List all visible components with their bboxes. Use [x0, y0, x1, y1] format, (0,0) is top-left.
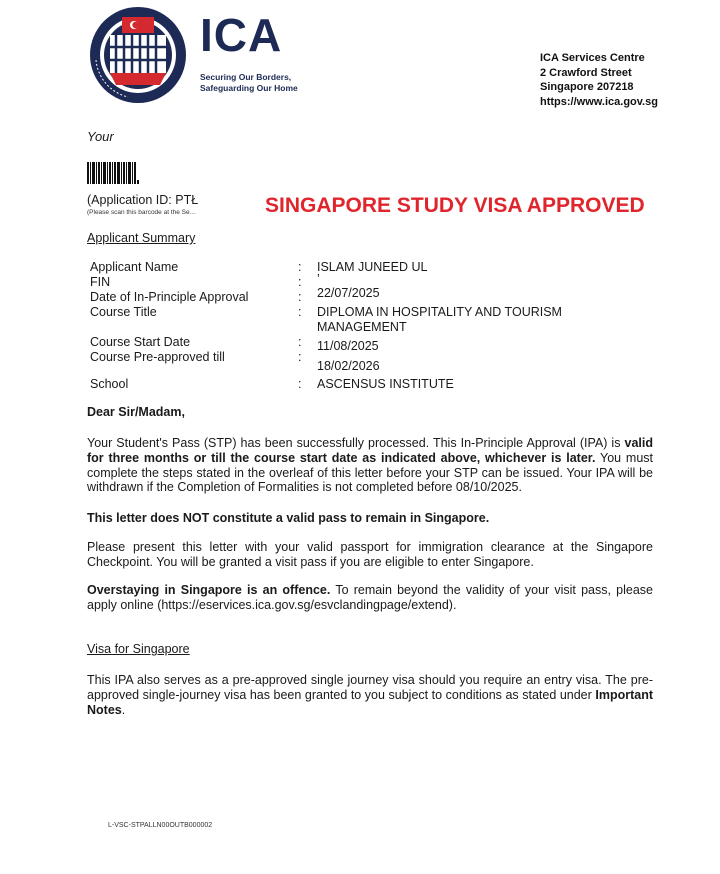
p1-text-b: You must complete the steps stated in the overleaf of this letter before your STP can be issued. Your IPA will be withdrawn if the Completion of Formalities is not completed before 08/10/2025. — [87, 450, 653, 495]
letter-paragraph-5 — [87, 673, 653, 717]
tagline-line-2: Safeguarding Our Home — [200, 83, 298, 93]
ica-logo-text: ICA — [200, 9, 283, 61]
address-line-1: ICA Services Centre — [540, 52, 645, 64]
letter-greeting: Dear Sir/Madam, — [87, 405, 185, 419]
row-label-applicant-name: Applicant Name — [90, 260, 179, 274]
row-value-ipa-date: 22/07/2025 — [317, 286, 380, 300]
tagline-line-1: Securing Our Borders, — [200, 72, 292, 82]
row-colon: : — [298, 290, 302, 304]
row-value-fin: ’ — [317, 272, 320, 286]
row-label-fin: FIN — [90, 275, 111, 289]
p4-text: To remain beyond the validity of your visit pass, please apply online (https://eservices.ica.gov.sg/esvclandingpage/extend). — [87, 583, 653, 612]
row-colon: : — [298, 377, 302, 391]
row-value-course-title: DIPLOMA IN HOSPITALITY AND TOURISM MANAGEMENT — [317, 305, 562, 334]
barcode — [87, 162, 139, 184]
row-value-pre-approved-till: 18/02/2026 — [317, 359, 380, 373]
letter-paragraph-3: Please present this letter with your valid passport for immigration clearance at the Singapore Checkpoint. You will be granted a visit pass if you are eligible to enter Singapore. — [87, 540, 653, 569]
application-id: (Application ID: PTŁ — [87, 193, 199, 207]
row-label-ipa-date: Date of In-Principle Approval — [90, 290, 249, 304]
p4-bold: Overstaying in Singapore is an offence. — [87, 583, 331, 597]
p5-text: This IPA also serves as a pre-approved single journey visa should you require an entry visa. The pre-approved single-journey visa has been granted to you subject to conditions as stated under — [87, 673, 653, 702]
ica-address-block — [540, 51, 658, 109]
row-value-course-start: 11/08/2025 — [317, 339, 379, 353]
p5-bold: Important Notes — [87, 687, 653, 717]
address-line-3: Singapore 207218 — [540, 81, 634, 93]
row-label-course-title: Course Title — [90, 305, 157, 319]
ica-tagline — [200, 72, 298, 94]
row-value-applicant-name: ISLAM JUNEED UL — [317, 260, 428, 274]
p1-bold: valid for three months or till the course start date as indicated above, whichever is later. — [87, 436, 653, 465]
row-colon: : — [298, 260, 302, 274]
row-label-course-start: Course Start Date — [90, 335, 191, 349]
row-colon: : — [298, 275, 302, 289]
letter-paragraph-1 — [87, 436, 653, 495]
row-label-pre-approved-till: Course Pre-approved till — [90, 350, 225, 364]
footer-reference-code: L-VSC-STPALLN00OUTB000002 — [108, 822, 213, 829]
address-line-2: 2 Crawford Street — [540, 66, 632, 79]
letter-paragraph-4 — [87, 583, 653, 613]
barcode-note: (Please scan this barcode at the Se… — [87, 209, 197, 216]
ica-seal-logo — [88, 5, 188, 105]
p1-text-a: Your Student's Pass (STP) has been successfully processed. This In-Principle Approval (IPA) is — [87, 436, 625, 450]
row-colon: : — [298, 335, 302, 349]
letter-paragraph-2: This letter does NOT constitute a valid pass to remain in Singapore. — [87, 511, 490, 525]
p5-end: . — [121, 702, 126, 717]
row-value-school: ASCENSUS INSTITUTE — [317, 377, 454, 391]
visa-section-title: Visa for Singapore — [87, 642, 190, 656]
approval-stamp-text: SINGAPORE STUDY VISA APPROVED — [265, 194, 645, 217]
row-colon: : — [298, 350, 302, 364]
row-colon: : — [298, 305, 302, 319]
address-line-4: https://www.ica.gov.sg — [540, 95, 658, 108]
applicant-summary-title: Applicant Summary — [87, 231, 196, 245]
row-label-school: School — [90, 377, 129, 391]
salutation-top: Your — [87, 129, 114, 144]
